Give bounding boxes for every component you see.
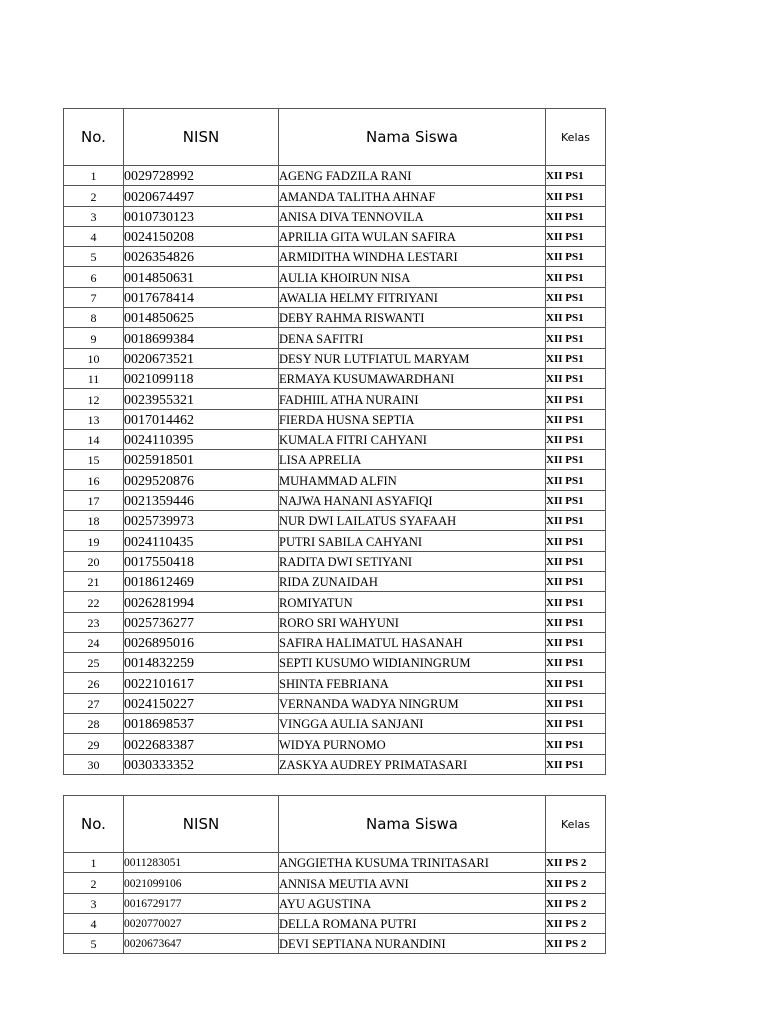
table-row — [64, 470, 606, 490]
cell-kelas: XII PS1 — [546, 389, 606, 409]
header-nisn: NISN — [124, 109, 279, 166]
cell-nisn: 0010730123 — [124, 206, 279, 226]
table-row — [64, 612, 606, 632]
cell-kelas: XII PS1 — [546, 531, 606, 551]
cell-no: 16 — [64, 470, 124, 490]
cell-nisn: 0020673647 — [124, 934, 279, 954]
cell-kelas: XII PS1 — [546, 368, 606, 388]
table-row — [64, 693, 606, 713]
cell-no: 19 — [64, 531, 124, 551]
cell-name: PUTRI SABILA CAHYANI — [279, 531, 546, 551]
table-row — [64, 368, 606, 388]
table-row — [64, 734, 606, 754]
cell-no: 7 — [64, 287, 124, 307]
cell-nisn: 0030333352 — [124, 754, 279, 774]
cell-kelas: XII PS1 — [546, 693, 606, 713]
cell-kelas: XII PS1 — [546, 551, 606, 571]
cell-no: 4 — [64, 226, 124, 246]
table-row — [64, 308, 606, 328]
table-row — [64, 409, 606, 429]
cell-nisn: 0024110395 — [124, 429, 279, 449]
cell-nisn: 0022683387 — [124, 734, 279, 754]
cell-nisn: 0020674497 — [124, 186, 279, 206]
cell-no: 24 — [64, 632, 124, 652]
table-row — [64, 206, 606, 226]
cell-nisn: 0014832259 — [124, 653, 279, 673]
cell-nisn: 0025918501 — [124, 450, 279, 470]
header-nisn: NISN — [124, 796, 279, 853]
table-row — [64, 531, 606, 551]
table-row — [64, 267, 606, 287]
cell-no: 3 — [64, 206, 124, 226]
cell-no: 5 — [64, 934, 124, 954]
table-header-row — [64, 109, 606, 166]
table-row — [64, 328, 606, 348]
table-header-row — [64, 796, 606, 853]
cell-name: NAJWA HANANI ASYAFIQI — [279, 490, 546, 510]
cell-nisn: 0025739973 — [124, 511, 279, 531]
cell-name: DENA SAFITRI — [279, 328, 546, 348]
cell-name: MUHAMMAD ALFIN — [279, 470, 546, 490]
table-row — [64, 873, 606, 893]
cell-kelas: XII PS1 — [546, 470, 606, 490]
cell-name: RADITA DWI SETIYANI — [279, 551, 546, 571]
cell-name: WIDYA PURNOMO — [279, 734, 546, 754]
cell-nisn: 0020673521 — [124, 348, 279, 368]
cell-kelas: XII PS 2 — [546, 893, 606, 913]
cell-kelas: XII PS 2 — [546, 873, 606, 893]
cell-name: VINGGA AULIA SANJANI — [279, 714, 546, 734]
cell-no: 27 — [64, 693, 124, 713]
cell-no: 14 — [64, 429, 124, 449]
cell-no: 2 — [64, 873, 124, 893]
header-name: Nama Siswa — [279, 796, 546, 853]
table-row — [64, 913, 606, 933]
cell-no: 30 — [64, 754, 124, 774]
cell-no: 28 — [64, 714, 124, 734]
cell-nisn: 0022101617 — [124, 673, 279, 693]
table-row — [64, 287, 606, 307]
cell-nisn: 0021099118 — [124, 368, 279, 388]
table-body — [64, 853, 606, 954]
table-row — [64, 653, 606, 673]
cell-no: 9 — [64, 328, 124, 348]
cell-nisn: 0016729177 — [124, 893, 279, 913]
cell-kelas: XII PS1 — [546, 673, 606, 693]
header-kelas: Kelas — [546, 796, 606, 853]
cell-name: DELLA ROMANA PUTRI — [279, 913, 546, 933]
cell-nisn: 0024150227 — [124, 693, 279, 713]
cell-name: AULIA KHOIRUN NISA — [279, 267, 546, 287]
header-kelas: Kelas — [546, 109, 606, 166]
cell-name: VERNANDA WADYA NINGRUM — [279, 693, 546, 713]
cell-name: SAFIRA HALIMATUL HASANAH — [279, 632, 546, 652]
student-table-ps1 — [63, 108, 606, 775]
table-row — [64, 450, 606, 470]
cell-no: 8 — [64, 308, 124, 328]
cell-no: 3 — [64, 893, 124, 913]
cell-kelas: XII PS 2 — [546, 934, 606, 954]
cell-nisn: 0017014462 — [124, 409, 279, 429]
cell-no: 29 — [64, 734, 124, 754]
cell-nisn: 0020770027 — [124, 913, 279, 933]
table-row — [64, 389, 606, 409]
table-row — [64, 186, 606, 206]
header-no: No. — [64, 796, 124, 853]
cell-kelas: XII PS1 — [546, 734, 606, 754]
cell-kelas: XII PS1 — [546, 612, 606, 632]
cell-no: 1 — [64, 166, 124, 186]
cell-nisn: 0026354826 — [124, 247, 279, 267]
cell-nisn: 0014850625 — [124, 308, 279, 328]
table-row — [64, 893, 606, 913]
cell-name: FIERDA HUSNA SEPTIA — [279, 409, 546, 429]
cell-no: 11 — [64, 368, 124, 388]
table-row — [64, 714, 606, 734]
cell-kelas: XII PS1 — [546, 490, 606, 510]
cell-no: 4 — [64, 913, 124, 933]
cell-no: 21 — [64, 571, 124, 591]
cell-kelas: XII PS1 — [546, 511, 606, 531]
cell-no: 25 — [64, 653, 124, 673]
cell-kelas: XII PS1 — [546, 429, 606, 449]
cell-no: 18 — [64, 511, 124, 531]
cell-kelas: XII PS1 — [546, 754, 606, 774]
cell-kelas: XII PS1 — [546, 592, 606, 612]
cell-nisn: 0018612469 — [124, 571, 279, 591]
cell-nisn: 0014850631 — [124, 267, 279, 287]
cell-name: ANNISA MEUTIA AVNI — [279, 873, 546, 893]
cell-nisn: 0023955321 — [124, 389, 279, 409]
cell-nisn: 0026895016 — [124, 632, 279, 652]
cell-name: DEVI SEPTIANA NURANDINI — [279, 934, 546, 954]
cell-name: SHINTA FEBRIANA — [279, 673, 546, 693]
cell-nisn: 0011283051 — [124, 853, 279, 873]
cell-kelas: XII PS1 — [546, 287, 606, 307]
cell-name: LISA APRELIA — [279, 450, 546, 470]
table-row — [64, 934, 606, 954]
cell-name: NUR DWI LAILATUS SYAFAAH — [279, 511, 546, 531]
cell-no: 22 — [64, 592, 124, 612]
cell-kelas: XII PS1 — [546, 632, 606, 652]
table-body — [64, 166, 606, 775]
cell-nisn: 0018698537 — [124, 714, 279, 734]
cell-kelas: XII PS1 — [546, 186, 606, 206]
cell-kelas: XII PS 2 — [546, 913, 606, 933]
cell-name: DESY NUR LUTFIATUL MARYAM — [279, 348, 546, 368]
header-no: No. — [64, 109, 124, 166]
cell-name: ANISA DIVA TENNOVILA — [279, 206, 546, 226]
cell-no: 2 — [64, 186, 124, 206]
cell-no: 10 — [64, 348, 124, 368]
cell-no: 23 — [64, 612, 124, 632]
table-row — [64, 571, 606, 591]
cell-kelas: XII PS1 — [546, 308, 606, 328]
table-row — [64, 490, 606, 510]
table-row — [64, 247, 606, 267]
cell-kelas: XII PS1 — [546, 571, 606, 591]
cell-no: 17 — [64, 490, 124, 510]
cell-no: 6 — [64, 267, 124, 287]
cell-name: FADHIIL ATHA NURAINI — [279, 389, 546, 409]
table-row — [64, 166, 606, 186]
cell-nisn: 0025736277 — [124, 612, 279, 632]
cell-no: 20 — [64, 551, 124, 571]
cell-nisn: 0018699384 — [124, 328, 279, 348]
table-row — [64, 226, 606, 246]
cell-kelas: XII PS1 — [546, 714, 606, 734]
cell-kelas: XII PS1 — [546, 247, 606, 267]
cell-kelas: XII PS1 — [546, 328, 606, 348]
cell-name: ZASKYA AUDREY PRIMATASARI — [279, 754, 546, 774]
cell-name: ARMIDITHA WINDHA LESTARI — [279, 247, 546, 267]
cell-name: AWALIA HELMY FITRIYANI — [279, 287, 546, 307]
cell-nisn: 0029728992 — [124, 166, 279, 186]
table-row — [64, 551, 606, 571]
cell-name: RIDA ZUNAIDAH — [279, 571, 546, 591]
cell-name: SEPTI KUSUMO WIDIANINGRUM — [279, 653, 546, 673]
cell-name: KUMALA FITRI CAHYANI — [279, 429, 546, 449]
cell-name: APRILIA GITA WULAN SAFIRA — [279, 226, 546, 246]
cell-kelas: XII PS1 — [546, 206, 606, 226]
cell-kelas: XII PS1 — [546, 267, 606, 287]
cell-no: 26 — [64, 673, 124, 693]
cell-name: AMANDA TALITHA AHNAF — [279, 186, 546, 206]
cell-kelas: XII PS1 — [546, 166, 606, 186]
cell-no: 5 — [64, 247, 124, 267]
table-row — [64, 592, 606, 612]
cell-kelas: XII PS 2 — [546, 853, 606, 873]
cell-nisn: 0024150208 — [124, 226, 279, 246]
table-row — [64, 429, 606, 449]
header-name: Nama Siswa — [279, 109, 546, 166]
cell-name: DEBY RAHMA RISWANTI — [279, 308, 546, 328]
cell-nisn: 0029520876 — [124, 470, 279, 490]
cell-name: ROMIYATUN — [279, 592, 546, 612]
cell-name: RORO SRI WAHYUNI — [279, 612, 546, 632]
cell-no: 15 — [64, 450, 124, 470]
cell-nisn: 0021359446 — [124, 490, 279, 510]
cell-nisn: 0021099106 — [124, 873, 279, 893]
cell-kelas: XII PS1 — [546, 226, 606, 246]
table-row — [64, 632, 606, 652]
cell-nisn: 0026281994 — [124, 592, 279, 612]
table-row — [64, 348, 606, 368]
cell-name: AGENG FADZILA RANI — [279, 166, 546, 186]
cell-nisn: 0024110435 — [124, 531, 279, 551]
cell-kelas: XII PS1 — [546, 348, 606, 368]
cell-name: ERMAYA KUSUMAWARDHANI — [279, 368, 546, 388]
cell-nisn: 0017550418 — [124, 551, 279, 571]
cell-kelas: XII PS1 — [546, 409, 606, 429]
student-table-ps2 — [63, 795, 606, 954]
table-row — [64, 754, 606, 774]
cell-no: 13 — [64, 409, 124, 429]
cell-nisn: 0017678414 — [124, 287, 279, 307]
cell-kelas: XII PS1 — [546, 653, 606, 673]
cell-name: AYU AGUSTINA — [279, 893, 546, 913]
cell-no: 12 — [64, 389, 124, 409]
cell-no: 1 — [64, 853, 124, 873]
cell-name: ANGGIETHA KUSUMA TRINITASARI — [279, 853, 546, 873]
table-row — [64, 853, 606, 873]
cell-kelas: XII PS1 — [546, 450, 606, 470]
table-row — [64, 673, 606, 693]
table-row — [64, 511, 606, 531]
